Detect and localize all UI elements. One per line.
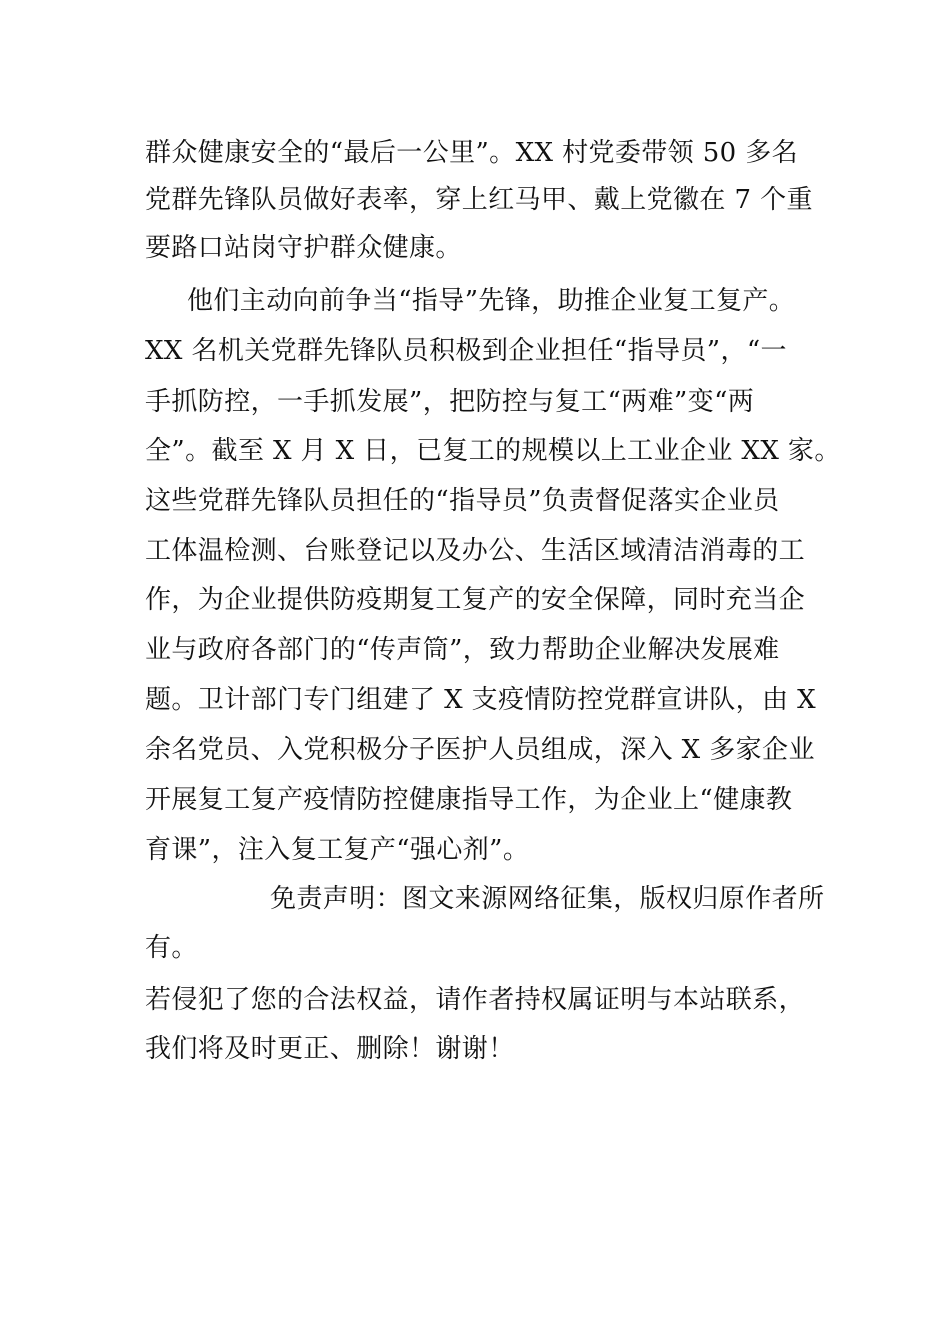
paragraph2-line-12: 育课”，注入复工复产“强心剂”。 (145, 835, 530, 865)
paragraph2-line-9: 题。卫计部门专门组建了 X 支疫情防控党群宣讲队，由 X (145, 685, 817, 715)
paragraph2-line-10: 余名党员、入党积极分子医护人员组成，深入 X 多家企业 (145, 735, 815, 765)
disclaimer-line-4: 我们将及时更正、删除！谢谢！ (145, 1034, 515, 1064)
paragraph2-line-2: XX 名机关党群先锋队员积极到企业担任“指导员”，“一 (145, 336, 787, 366)
paragraph1-line-3: 要路口站岗守护群众健康。 (145, 233, 462, 263)
paragraph1-line-2: 党群先锋队员做好表率，穿上红马甲、戴上党徽在 7 个重 (145, 185, 813, 215)
paragraph2-line-6: 工体温检测、台账登记以及办公、生活区域清洁消毒的工 (145, 536, 806, 566)
paragraph1-line-1: 群众健康安全的“最后一公里”。XX 村党委带领 50 多名 (145, 138, 799, 168)
disclaimer-line-1: 免责声明：图文来源网络征集，版权归原作者所 (270, 884, 825, 914)
disclaimer-line-2: 有。 (145, 933, 198, 963)
paragraph2-line-7: 作，为企业提供防疫期复工复产的安全保障，同时充当企 (145, 585, 806, 615)
paragraph2-line-11: 开展复工复产疫情防控健康指导工作，为企业上“健康教 (145, 785, 793, 815)
paragraph2-line-1: 他们主动向前争当“指导”先锋，助推企业复工复产。 (187, 286, 796, 316)
paragraph2-line-4: 全”。截至 X 月 X 日，已复工的规模以上工业企业 XX 家。 (145, 436, 841, 466)
paragraph2-line-8: 业与政府各部门的“传声筒”，致力帮助企业解决发展难 (145, 635, 780, 665)
disclaimer-line-3: 若侵犯了您的合法权益，请作者持权属证明与本站联系， (145, 985, 806, 1015)
paragraph2-line-5: 这些党群先锋队员担任的“指导员”负责督促落实企业员 (145, 486, 780, 516)
paragraph2-line-3: 手抓防控，一手抓发展”，把防控与复工“两难”变“两 (145, 387, 755, 417)
